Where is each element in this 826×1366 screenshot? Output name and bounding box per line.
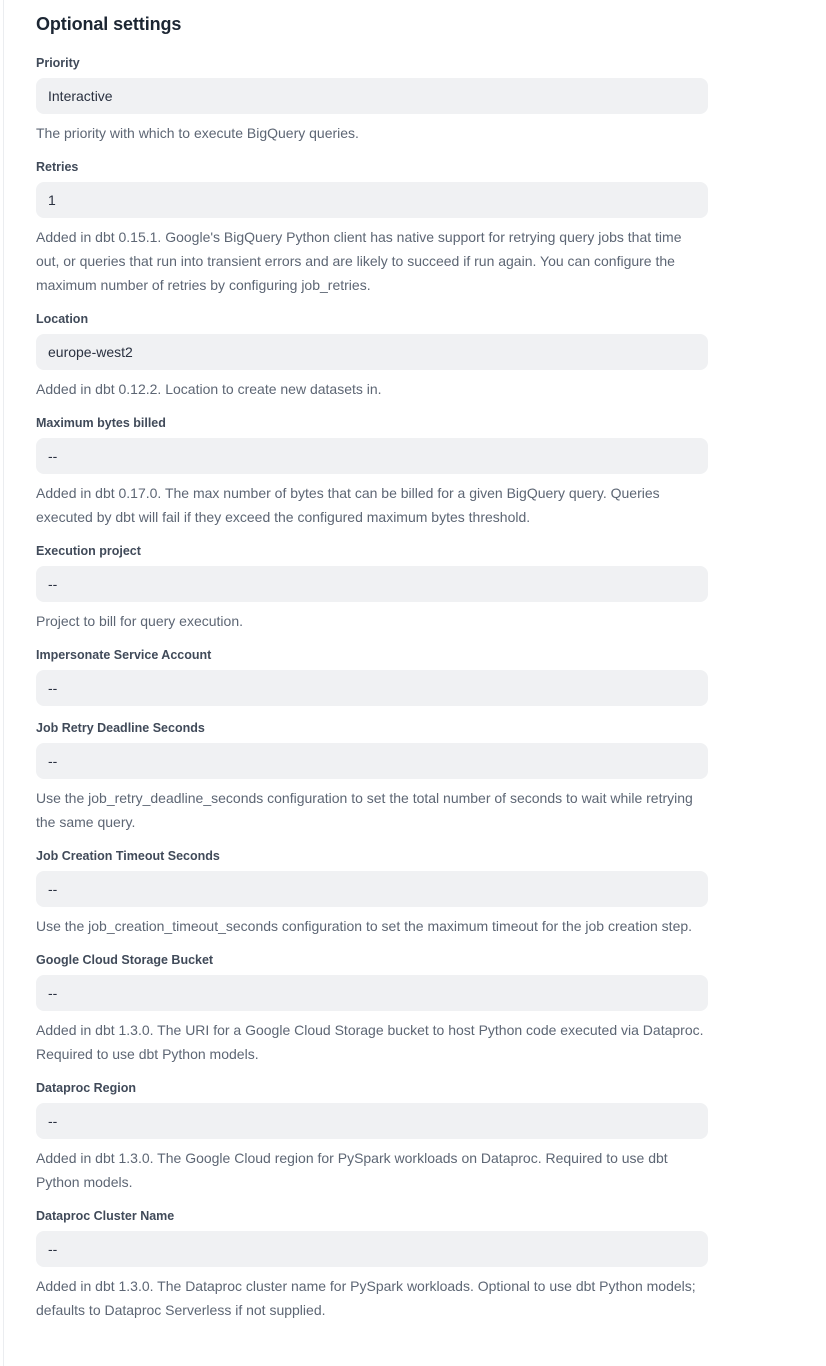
field-label-dataproc-region: Dataproc Region — [36, 1081, 137, 1095]
field-group-priority — [36, 55, 709, 145]
field-help-text-dataproc-region: Added in dbt 1.3.0. The Google Cloud region for PySpark workloads on Dataproc. Required to use dbt Python models. — [36, 1150, 668, 1190]
field-group-job-retry-deadline-seconds — [36, 720, 709, 834]
field-input-impersonate-service-account[interactable] — [36, 670, 708, 706]
field-label-maximum-bytes-billed: Maximum bytes billed — [36, 416, 166, 430]
field-label-impersonate-service-account: Impersonate Service Account — [36, 648, 212, 662]
optional-settings-section — [3, 0, 826, 1366]
field-input-location[interactable] — [36, 334, 708, 370]
field-help-text-maximum-bytes-billed: Added in dbt 0.17.0. The max number of bytes that can be billed for a given BigQuery query. Queries executed by dbt will fail if they exceed the configured maximum bytes threshold. — [36, 485, 660, 525]
settings-field-list — [36, 55, 709, 1322]
field-input-execution-project[interactable] — [36, 566, 708, 602]
field-help-text-job-retry-deadline-seconds: Use the job_retry_deadline_seconds configuration to set the total number of seconds to wait while retrying the same query. — [36, 790, 693, 830]
field-input-dataproc-cluster-name[interactable] — [36, 1231, 708, 1267]
field-label-location: Location — [36, 312, 89, 326]
field-label-google-cloud-storage-bucket: Google Cloud Storage Bucket — [36, 953, 214, 967]
field-label-job-retry-deadline-seconds: Job Retry Deadline Seconds — [36, 721, 205, 735]
field-help-text-location: Added in dbt 0.12.2. Location to create new datasets in. — [36, 381, 382, 397]
field-help-text-retries: Added in dbt 0.15.1. Google's BigQuery Python client has native support for retrying query jobs that time out, or queries that run into transient errors and are likely to succeed if run again. You can configure the maximum number of retries by configuring job_retries. — [36, 229, 682, 293]
field-input-maximum-bytes-billed[interactable] — [36, 438, 708, 474]
field-input-priority[interactable] — [36, 78, 708, 114]
page-title: Optional settings — [36, 14, 182, 34]
field-input-google-cloud-storage-bucket[interactable] — [36, 975, 708, 1011]
field-group-maximum-bytes-billed — [36, 415, 709, 529]
field-input-dataproc-region[interactable] — [36, 1103, 708, 1139]
field-label-dataproc-cluster-name: Dataproc Cluster Name — [36, 1209, 175, 1223]
field-input-job-retry-deadline-seconds[interactable] — [36, 743, 708, 779]
field-label-job-creation-timeout-seconds: Job Creation Timeout Seconds — [36, 849, 220, 863]
field-help-text-dataproc-cluster-name: Added in dbt 1.3.0. The Dataproc cluster name for PySpark workloads. Optional to use dbt Python models; defaults to Dataproc Serverless if not supplied. — [36, 1278, 696, 1318]
field-input-retries[interactable] — [36, 182, 708, 218]
field-group-job-creation-timeout-seconds — [36, 848, 709, 938]
field-label-retries: Retries — [36, 160, 79, 174]
field-group-dataproc-cluster-name — [36, 1208, 709, 1322]
field-group-execution-project — [36, 543, 709, 633]
field-label-execution-project: Execution project — [36, 544, 141, 558]
field-help-text-job-creation-timeout-seconds: Use the job_creation_timeout_seconds configuration to set the maximum timeout for the job creation step. — [36, 918, 693, 934]
field-help-text-google-cloud-storage-bucket: Added in dbt 1.3.0. The URI for a Google Cloud Storage bucket to host Python code executed via Dataproc. Required to use dbt Python models. — [36, 1022, 704, 1062]
field-help-text-execution-project: Project to bill for query execution. — [36, 613, 243, 629]
field-group-google-cloud-storage-bucket — [36, 952, 709, 1066]
field-help-text-priority: The priority with which to execute BigQuery queries. — [36, 125, 359, 141]
field-group-retries — [36, 159, 709, 297]
field-label-priority: Priority — [36, 56, 80, 70]
field-group-location — [36, 311, 709, 401]
field-group-impersonate-service-account — [36, 647, 709, 706]
field-input-job-creation-timeout-seconds[interactable] — [36, 871, 708, 907]
field-group-dataproc-region — [36, 1080, 709, 1194]
